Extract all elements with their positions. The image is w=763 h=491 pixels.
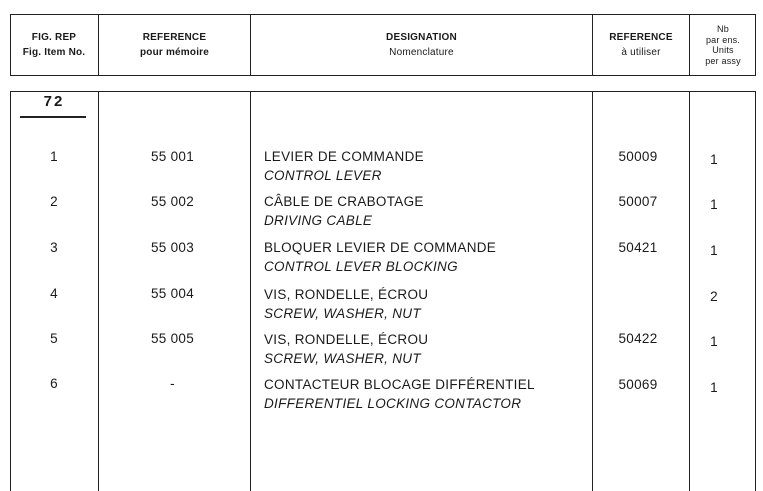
reference-utiliser: 50007	[618, 194, 658, 209]
reference-memoire: 55 002	[150, 194, 195, 209]
designation-en: CONTROL LEVER BLOCKING	[264, 259, 458, 274]
reference-memoire: 55 004	[150, 286, 195, 301]
quantity: 2	[710, 289, 718, 304]
header-reference-memoire	[99, 14, 250, 76]
reference-memoire: 55 001	[150, 149, 195, 164]
header-reference-label: REFERENCE	[142, 32, 207, 43]
item-number: 1	[50, 149, 58, 164]
header-par-ens-label: par ens.	[705, 34, 741, 45]
item-number: 3	[50, 240, 58, 255]
item-number: 4	[50, 286, 58, 301]
designation	[264, 285, 594, 323]
designation-fr: BLOQUER LEVIER DE COMMANDE	[264, 240, 497, 255]
designation	[264, 238, 594, 276]
designation-fr: CÂBLE DE CRABOTAGE	[264, 194, 424, 209]
header-pour-memoire-label: pour mémoire	[139, 47, 210, 58]
quantity: 1	[710, 152, 718, 167]
designation-en: SCREW, WASHER, NUT	[264, 306, 421, 321]
header-reference-utiliser-label: REFERENCE	[609, 32, 673, 43]
item-number: 5	[50, 331, 58, 346]
quantity: 1	[710, 380, 718, 395]
header-fig-rep	[10, 14, 98, 76]
item-number: 6	[50, 376, 58, 391]
header-designation-label: DESIGNATION	[386, 32, 457, 43]
designation	[264, 147, 594, 185]
column-divider	[98, 91, 99, 491]
header-nomenclature-label: Nomenclature	[389, 47, 454, 58]
designation-en: DRIVING CABLE	[264, 213, 373, 228]
designation	[264, 375, 594, 413]
designation-fr: VIS, RONDELLE, ÉCROU	[264, 332, 429, 347]
designation	[264, 192, 594, 230]
header-per-assy-label: per assy	[705, 55, 741, 66]
quantity: 1	[710, 243, 718, 258]
designation-fr: LEVIER DE COMMANDE	[264, 149, 424, 164]
header-a-utiliser-label: à utiliser	[621, 47, 661, 58]
reference-utiliser: 50069	[618, 377, 658, 392]
quantity: 1	[710, 334, 718, 349]
reference-utiliser: 50009	[618, 149, 658, 164]
reference-memoire: -	[170, 376, 175, 391]
designation	[264, 330, 594, 368]
header-units-label: Units	[712, 45, 734, 55]
header-units	[690, 14, 756, 76]
column-divider	[250, 91, 251, 491]
quantity: 1	[710, 197, 718, 212]
header-fig-item-label: Fig. Item No.	[22, 47, 86, 58]
header-designation	[251, 14, 592, 76]
designation-fr: VIS, RONDELLE, ÉCROU	[264, 287, 429, 302]
reference-utiliser: 50422	[618, 331, 658, 346]
designation-en: SCREW, WASHER, NUT	[264, 351, 421, 366]
designation-en: DIFFERENTIEL LOCKING CONTACTOR	[264, 396, 522, 411]
header-reference-utiliser	[593, 14, 689, 76]
figure-number-underline	[20, 116, 86, 118]
designation-fr: CONTACTEUR BLOCAGE DIFFÉRENTIEL	[264, 377, 535, 392]
header-fig-rep-label: FIG. REP	[31, 32, 77, 43]
item-number: 2	[50, 194, 58, 209]
reference-memoire: 55 003	[150, 240, 195, 255]
reference-utiliser: 50421	[618, 240, 658, 255]
figure-number: 72	[43, 93, 65, 110]
header-nb-label: Nb	[717, 24, 729, 34]
reference-memoire: 55 005	[150, 331, 195, 346]
designation-en: CONTROL LEVER	[264, 168, 382, 183]
